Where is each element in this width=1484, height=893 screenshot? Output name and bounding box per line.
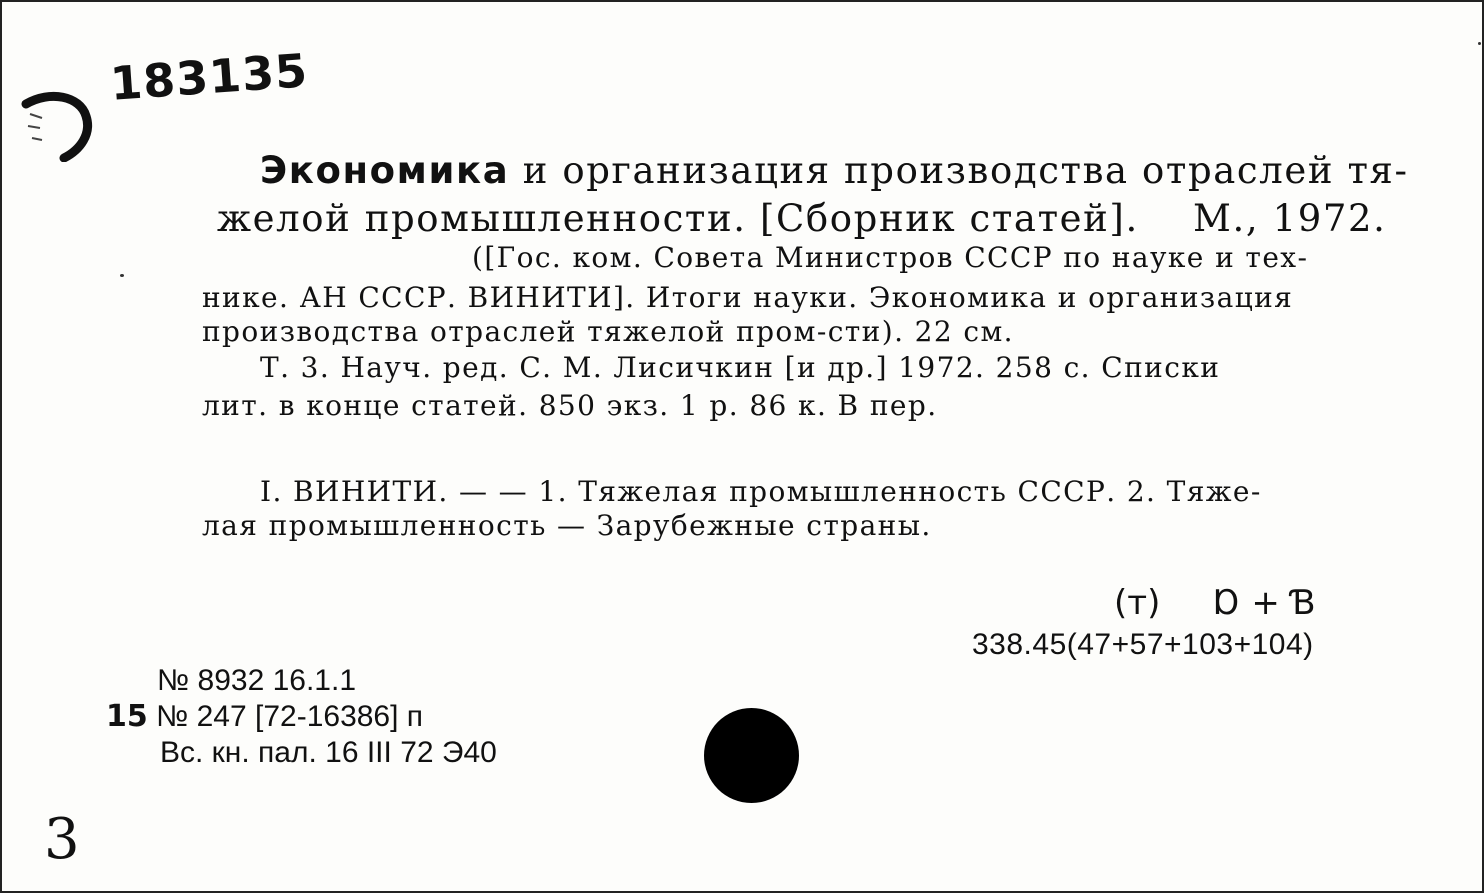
description-line-1: ([Гос. ком. Совета Министров СССР по науке и тех- — [472, 241, 1309, 274]
mark-t: (т) — [1114, 583, 1161, 623]
title-bold-word: Экономика — [260, 149, 510, 192]
publication-place-year: М., 1972. — [1193, 197, 1387, 240]
description-line-5: лит. в конце статей. 850 экз. 1 р. 86 к. В пер. — [202, 389, 938, 422]
punch-hole-dot-icon — [704, 708, 799, 803]
title-line-2-left: желой промышленности. [Сборник статей]. — [217, 197, 1139, 240]
description-line-4: Т. 3. Науч. ред. С. М. Лисичкин [и др.] 1972. 258 с. Списки — [260, 351, 1221, 384]
subject-line-1: I. ВИНИТИ. — — 1. Тяжелая промышленность СССР. 2. Тяже- — [260, 475, 1262, 508]
title-line-1 — [260, 149, 1409, 192]
accession-line-2 — [106, 699, 424, 734]
accession-line-2-rest: № 247 [72-16386] п — [156, 700, 424, 733]
title-line-1-rest: и организация производства отраслей тя- — [522, 149, 1409, 192]
ink-speck — [1478, 42, 1481, 45]
mark-db: Ɒ + Ɓ — [1214, 583, 1316, 623]
subject-line-2: лая промышленность — Зарубежные страны. — [202, 509, 932, 542]
udc-code: 338.45(47+57+103+104) — [972, 628, 1314, 661]
corner-scribble-icon — [20, 82, 100, 162]
description-line-2: нике. АН СССР. ВИНИТИ]. Итоги науки. Экономика и организация — [202, 281, 1294, 314]
bottom-handwritten-mark: 3 — [44, 807, 80, 872]
accession-line-1: № 8932 16.1.1 — [157, 664, 356, 697]
ink-speck — [120, 274, 124, 277]
card-number: 183135 — [108, 43, 310, 111]
handwritten-class-marks — [1114, 583, 1316, 623]
accession-line-3: Вс. кн. пал. 16 III 72 Э40 — [160, 736, 497, 769]
description-line-3: производства отраслей тяжелой пром-сти). 22 см. — [202, 315, 1014, 348]
accession-lead-number: 15 — [106, 699, 148, 734]
title-line-2 — [217, 197, 1387, 240]
